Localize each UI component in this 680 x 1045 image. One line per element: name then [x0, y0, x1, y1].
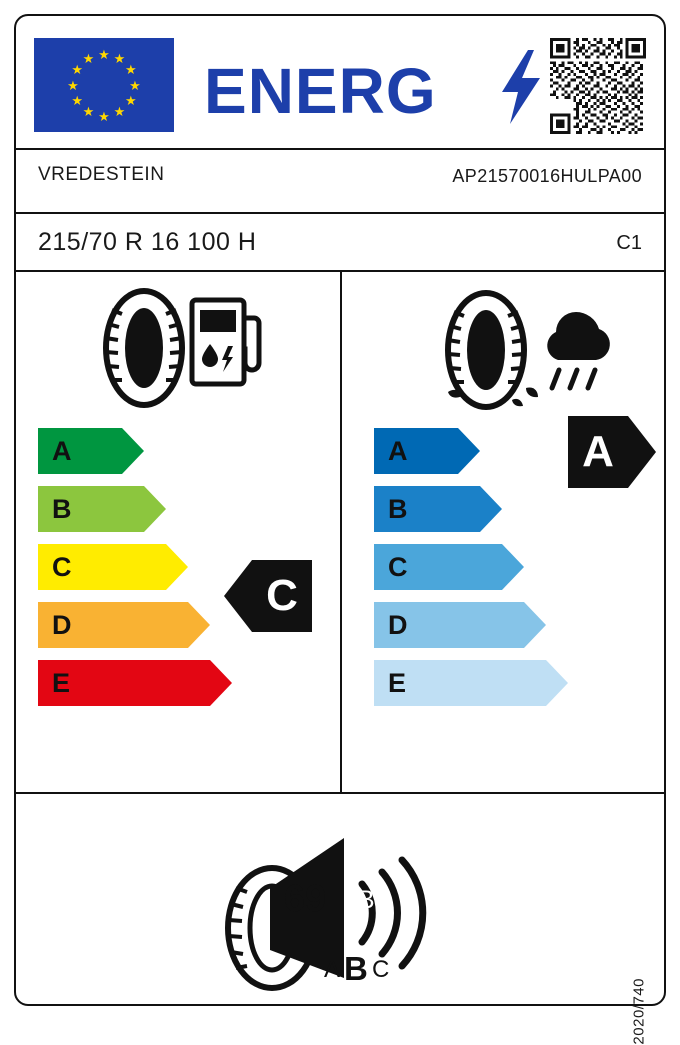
noise-class-b-selected: B — [344, 950, 368, 987]
wet-rating-marker — [568, 416, 656, 488]
noise-section — [16, 816, 664, 1006]
wet-grade-letter: A — [388, 436, 408, 466]
label-header — [16, 16, 664, 148]
eu-stars: ★ ★ ★ ★ ★ ★ ★ ★ ★ ★ ★ ★ — [67, 46, 141, 124]
wet-grade-letter: B — [388, 494, 408, 524]
wet-grade-letter: C — [388, 552, 408, 582]
wet-grade-letter: D — [388, 610, 408, 640]
divider-header — [16, 148, 664, 150]
rain-cloud-tyre-icon — [434, 288, 624, 419]
noise-class-c: C — [372, 956, 390, 983]
fuel-grade-row — [38, 486, 318, 532]
eu-flag-icon — [34, 38, 174, 132]
brand-name: VREDESTEIN — [38, 164, 165, 185]
fuel-rating-marker — [224, 560, 312, 632]
fuel-pump-tyre-icon — [92, 288, 262, 413]
wet-grade-row — [374, 660, 654, 706]
noise-unit: dB — [344, 886, 375, 914]
divider-noise — [16, 792, 664, 794]
fuel-rating-value: C — [252, 560, 312, 632]
tyre-class-code: C1 — [616, 232, 642, 254]
tyre-energy-label — [14, 14, 666, 1045]
noise-value: 69 — [284, 878, 327, 920]
qr-code-icon — [550, 38, 646, 134]
page-title: ENERG — [204, 55, 437, 127]
wet-grade-row — [374, 602, 654, 648]
fuel-grade-letter: B — [52, 494, 72, 524]
noise-class-a: A — [324, 956, 341, 983]
divider-center — [340, 270, 342, 792]
lightning-bolt-icon — [498, 50, 542, 124]
fuel-grade-row — [38, 428, 318, 474]
wet-rating-value: A — [568, 416, 628, 488]
product-code: AP21570016HULPA00 — [452, 166, 642, 186]
fuel-grade-letter: A — [52, 436, 72, 466]
divider-brand — [16, 212, 664, 214]
label-year: 2020/740 — [631, 978, 648, 1045]
wet-grade-row — [374, 544, 654, 590]
fuel-grade-letter: C — [52, 552, 72, 582]
wet-grade-row — [374, 486, 654, 532]
tyre-size: 215/70 R 16 100 H — [38, 228, 257, 256]
fuel-grade-letter: E — [52, 668, 71, 698]
fuel-grade-row — [38, 660, 318, 706]
fuel-grade-letter: D — [52, 610, 72, 640]
wet-grade-letter: E — [388, 668, 407, 698]
